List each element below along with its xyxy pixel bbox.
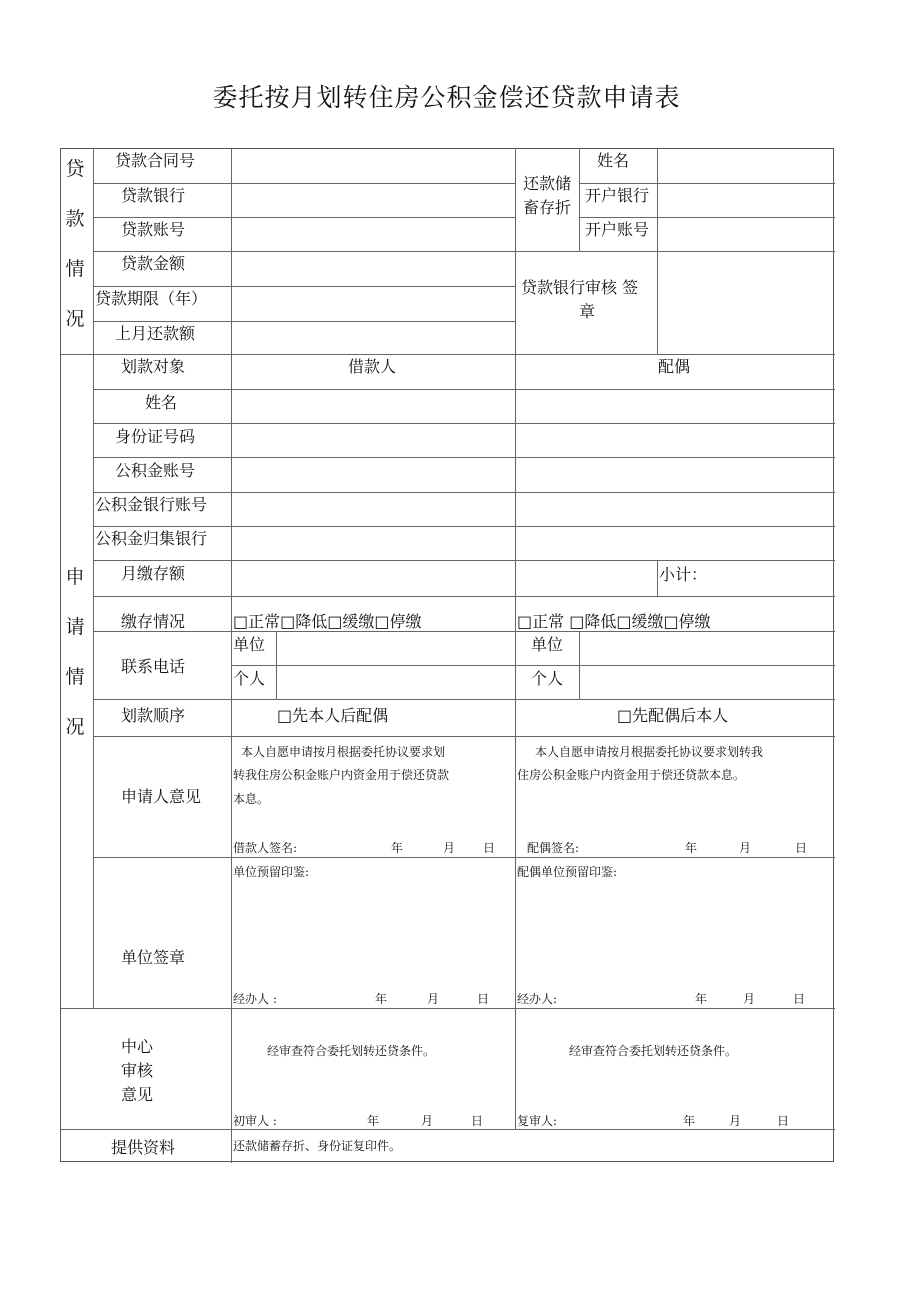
center-review-label-2: 审核 xyxy=(121,1061,154,1080)
borrower-sign-label: 借款人签名: xyxy=(233,841,298,855)
center-review-text-first: 经审查符合委托划转还贷条件。 xyxy=(267,1044,436,1058)
passbook-name-label: 姓名 xyxy=(597,151,630,170)
opinion-spouse-line-1: 本人自愿申请按月根据委托协议要求划转我 xyxy=(535,745,764,759)
borrower-handler-label: 经办人 : xyxy=(233,992,277,1006)
borrower-handler-month: 月 xyxy=(427,992,440,1006)
application-form xyxy=(60,148,834,1162)
first-reviewer-month: 月 xyxy=(421,1114,434,1128)
spouse-handler-year: 年 xyxy=(695,992,708,1006)
phone-spouse-unit-label: 单位 xyxy=(531,635,564,654)
fund-bank-label: 公积金归集银行 xyxy=(95,529,208,548)
center-review-label-3: 意见 xyxy=(121,1085,154,1104)
spouse-sign-year: 年 xyxy=(685,841,698,855)
opinion-label: 申请人意见 xyxy=(121,787,202,806)
borrower-handler-day: 日 xyxy=(477,992,490,1006)
phone-borrower-personal-label: 个人 xyxy=(233,669,266,688)
target-label: 划款对象 xyxy=(121,357,186,376)
loan-contract-no-label: 贷款合同号 xyxy=(115,151,196,170)
bank-review-label-1: 贷款银行审核 签 xyxy=(521,278,639,297)
opinion-borrower-line-3: 本息。 xyxy=(233,792,270,806)
spouse-handler-day: 日 xyxy=(793,992,806,1006)
loan-account-label: 贷款账号 xyxy=(121,220,186,239)
borrower-sign-day: 日 xyxy=(483,841,496,855)
center-review-label-1: 中心 xyxy=(121,1037,154,1056)
borrower-sign-year: 年 xyxy=(391,841,404,855)
borrower-sign-month: 月 xyxy=(443,841,456,855)
spouse-handler-label: 经办人: xyxy=(517,992,558,1006)
unit-stamp-label: 单位签章 xyxy=(121,948,186,967)
status-borrower-checkboxes[interactable]: □正常□降低□缓缴□停缴 xyxy=(233,612,422,631)
spouse-handler-month: 月 xyxy=(743,992,756,1006)
status-label: 缴存情况 xyxy=(121,612,186,631)
center-review-text-second: 经审查符合委托划转还贷条件。 xyxy=(569,1044,738,1058)
second-reviewer-day: 日 xyxy=(777,1114,790,1128)
target-borrower: 借款人 xyxy=(348,357,397,376)
apply-section-label: 申 请 情 况 xyxy=(65,566,85,738)
first-reviewer-day: 日 xyxy=(471,1114,484,1128)
phone-label: 联系电话 xyxy=(121,657,186,676)
second-reviewer-label: 复审人: xyxy=(517,1114,558,1128)
spouse-unit-stamp-label: 配偶单位预留印鉴: xyxy=(517,865,618,879)
spouse-sign-month: 月 xyxy=(739,841,752,855)
loan-amount-label: 贷款金额 xyxy=(121,254,186,273)
passbook-label-1: 还款储 xyxy=(523,174,572,193)
order-borrower-first-checkbox[interactable]: □先本人后配偶 xyxy=(277,706,389,725)
order-spouse-first-checkbox[interactable]: □先配偶后本人 xyxy=(617,706,729,725)
second-reviewer-month: 月 xyxy=(729,1114,742,1128)
first-reviewer-label: 初审人 : xyxy=(233,1114,277,1128)
borrower-unit-stamp-label: 单位预留印鉴: xyxy=(233,865,310,879)
loan-bank-label: 贷款银行 xyxy=(121,186,186,205)
subtotal-label: 小计： xyxy=(659,565,708,584)
apply-name-label: 姓名 xyxy=(145,393,178,412)
documents-label: 提供资料 xyxy=(111,1138,176,1157)
id-no-label: 身份证号码 xyxy=(115,427,196,446)
page-title: 委托按月划转住房公积金偿还贷款申请表 xyxy=(212,83,681,112)
passbook-open-account-label: 开户账号 xyxy=(585,220,650,239)
passbook-label-2: 畜存折 xyxy=(523,198,572,217)
target-spouse: 配偶 xyxy=(658,357,691,376)
borrower-handler-year: 年 xyxy=(375,992,388,1006)
opinion-spouse-line-2: 住房公积金账户内资金用于偿还贷款本息。 xyxy=(517,768,746,782)
spouse-sign-label: 配偶签名: xyxy=(527,841,580,855)
documents-value: 还款储蓄存折、身份证复印件。 xyxy=(233,1139,402,1153)
opinion-borrower-line-2: 转我住房公积金账户内资金用于偿还贷款 xyxy=(233,768,450,782)
order-label: 划款顺序 xyxy=(121,706,186,725)
spouse-sign-day: 日 xyxy=(795,841,808,855)
passbook-open-bank-label: 开户银行 xyxy=(585,186,650,205)
last-repay-label: 上月还款额 xyxy=(115,324,196,343)
loan-section-label: 贷 款 情 况 xyxy=(65,158,85,330)
phone-borrower-unit-label: 单位 xyxy=(233,635,266,654)
loan-term-label: 贷款期限（年） xyxy=(95,289,208,308)
status-spouse-checkboxes[interactable]: □正常 □降低□缓缴□停缴 xyxy=(517,612,711,631)
fund-account-label: 公积金账号 xyxy=(115,461,196,480)
fund-bank-account-label: 公积金银行账号 xyxy=(95,495,208,514)
monthly-deposit-label: 月缴存额 xyxy=(121,564,186,583)
second-reviewer-year: 年 xyxy=(683,1114,696,1128)
bank-review-label-2: 章 xyxy=(579,302,596,321)
phone-spouse-personal-label: 个人 xyxy=(531,669,564,688)
opinion-borrower-line-1: 本人自愿申请按月根据委托协议要求划 xyxy=(241,745,446,759)
first-reviewer-year: 年 xyxy=(367,1114,380,1128)
